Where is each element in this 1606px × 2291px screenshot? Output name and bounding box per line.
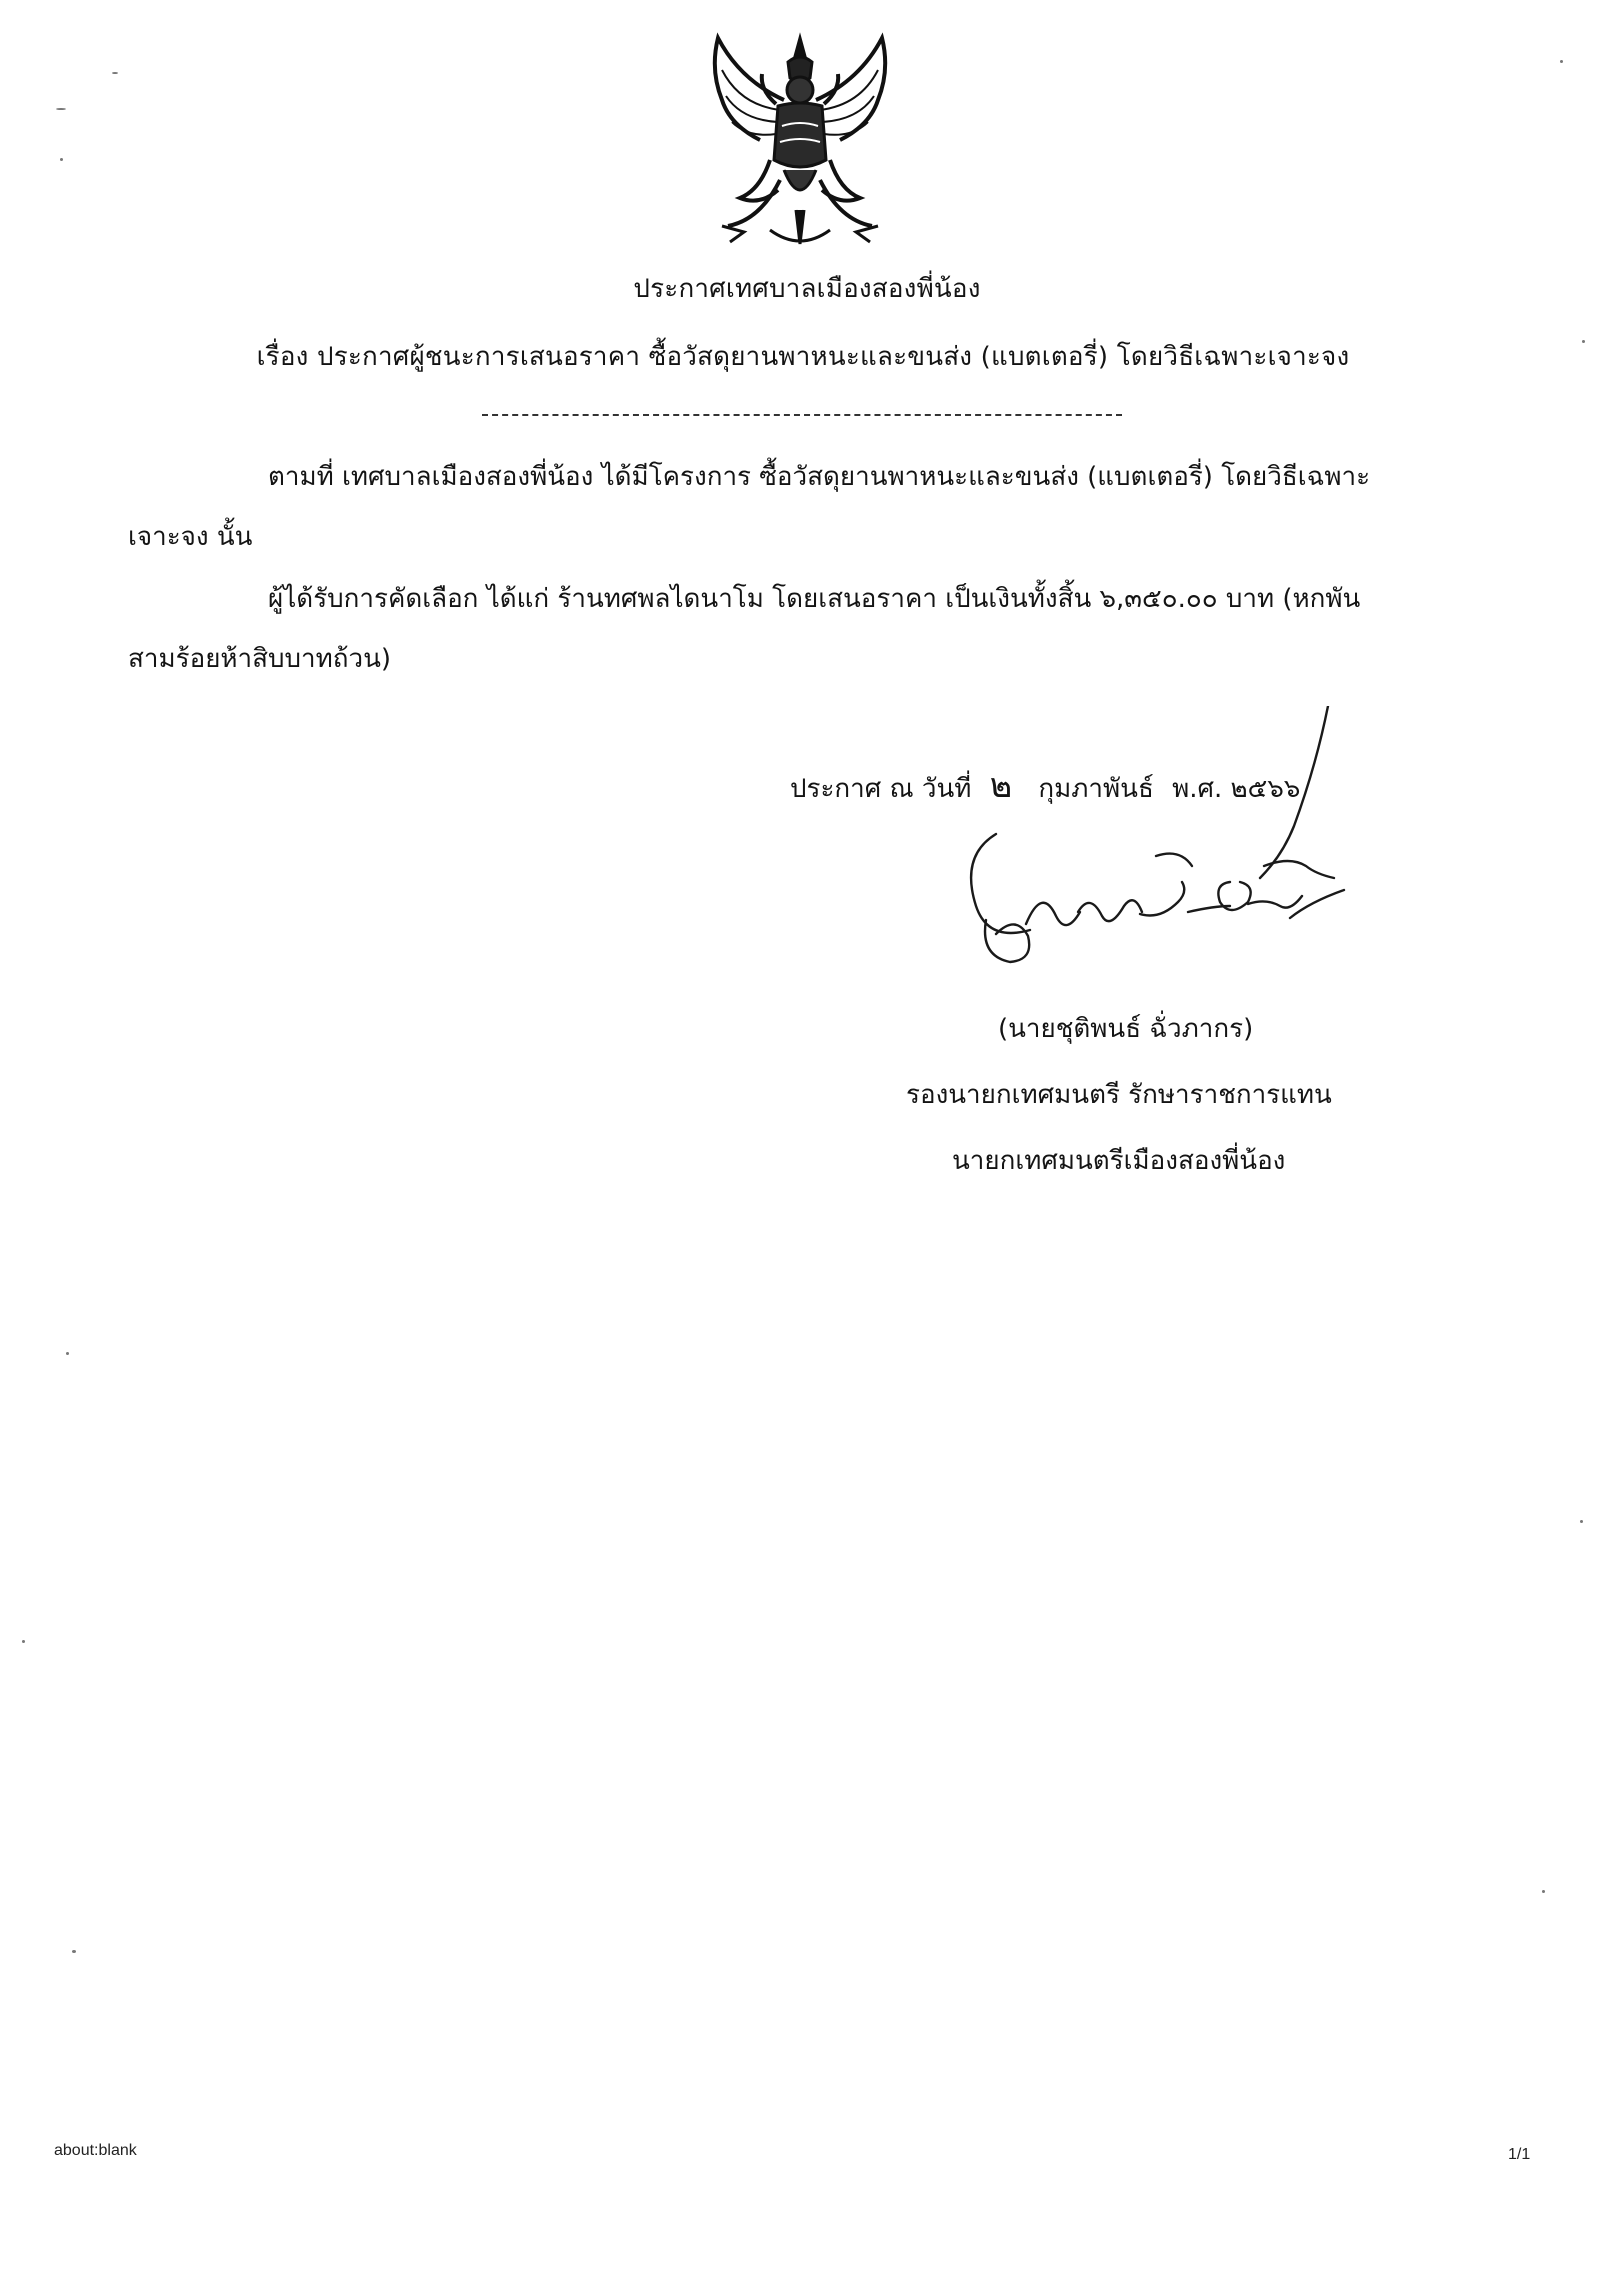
- handwritten-signature-icon: [930, 706, 1350, 996]
- paragraph-2-line-1: ผู้ได้รับการคัดเลือก ได้แก่ ร้านทศพลไดนาโม โดยเสนอราคา เป็นเงินทั้งสิ้น ๖,๓๕๐.๐๐ บาท (หกพัน: [268, 584, 1361, 614]
- scan-speck: [72, 1950, 76, 1953]
- scan-speck: [1582, 340, 1585, 343]
- scan-speck: [22, 1640, 25, 1643]
- scan-speck: [112, 72, 118, 74]
- scan-speck: [60, 158, 63, 161]
- document-subject: เรื่อง ประกาศผู้ชนะการเสนอราคา ซื้อวัสดุยานพาหนะและขนส่ง (แบตเตอรี่) โดยวิธีเฉพาะเจาะจง: [256, 342, 1350, 372]
- footer-page-count: 1/1: [1508, 2146, 1531, 2163]
- scan-speck: [1560, 60, 1563, 63]
- announcement-month: กุมภาพันธ์: [1038, 774, 1154, 804]
- footer-url: about:blank: [54, 2142, 137, 2159]
- announcement-year-label: พ.ศ.: [1172, 774, 1223, 804]
- garuda-emblem-icon: [700, 30, 900, 260]
- scan-speck: [1580, 1520, 1583, 1523]
- scan-speck: [1542, 1890, 1545, 1893]
- announcement-day: ๒: [989, 766, 1013, 806]
- signatory-name: (นายชุติพนธ์ ฉั่วภากร): [998, 1014, 1254, 1044]
- scan-speck: [66, 1352, 69, 1355]
- announcement-year: ๒๕๖๖: [1230, 774, 1301, 804]
- paragraph-1-line-2: เจาะจง นั้น: [128, 522, 253, 552]
- signatory-position-1: รองนายกเทศมนตรี รักษาราชการแทน: [906, 1080, 1332, 1110]
- signatory-position-2: นายกเทศมนตรีเมืองสองพี่น้อง: [952, 1146, 1286, 1176]
- document-title: ประกาศเทศบาลเมืองสองพี่น้อง: [633, 274, 981, 304]
- paragraph-1-line-1: ตามที่ เทศบาลเมืองสองพี่น้อง ได้มีโครงการ ซื้อวัสดุยานพาหนะและขนส่ง (แบตเตอรี่) โดยวิธีเฉพาะ: [268, 462, 1371, 492]
- paragraph-2-line-2: สามร้อยห้าสิบบาทถ้วน): [128, 644, 392, 674]
- scan-speck: [56, 108, 66, 110]
- announcement-prefix: ประกาศ ณ วันที่: [790, 774, 972, 804]
- title-divider: [482, 414, 1122, 416]
